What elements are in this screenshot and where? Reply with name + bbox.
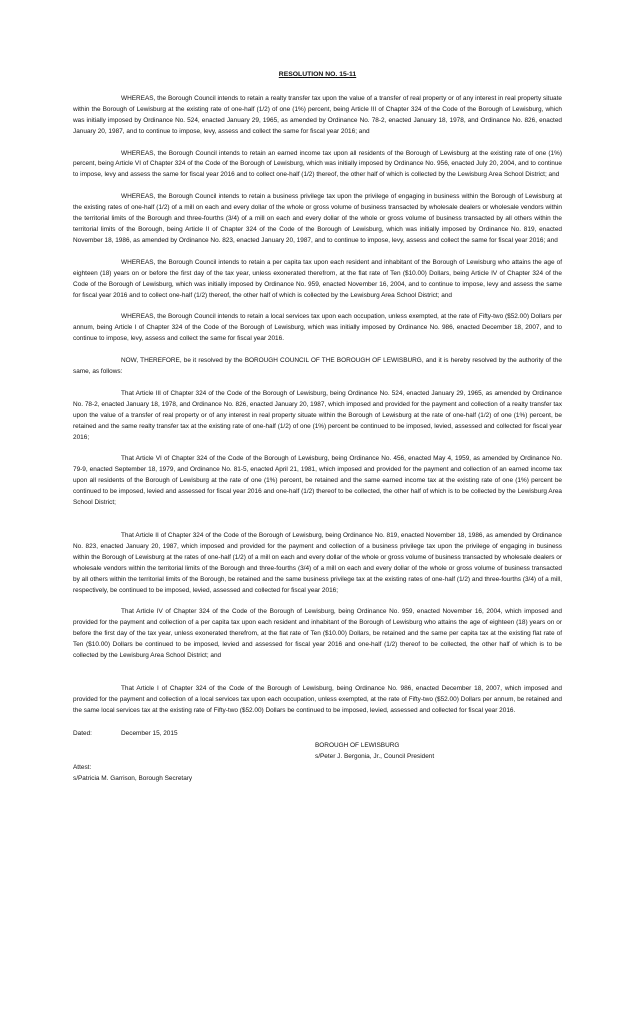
- whereas-earned-income-tax: WHEREAS, the Borough Council intends to retain an earned income tax upon all residents of the Borough of Lewisburg at the existing rate of one (1%) percent, being Article VI of Chapter 324 of the Code of the Borough of Lewisburg, which was initially imposed by Ordinance No. 956, enacted July 20, 2004, and to continue to impose, levy and assess the same for fiscal year 2016 and to collect one-half (1/2) thereof, the other half of which is collected by the Lewisburg Area School District; and: [73, 149, 562, 179]
- president-signature: s/Peter J. Bergonia, Jr., Council President: [315, 752, 435, 760]
- dated-line: [73, 729, 562, 740]
- resolved-earned-income-tax: That Article VI of Chapter 324 of the Code of the Borough of Lewisburg, being Ordinance No. 456, enacted May 4, 1959, as amended by Ordinance No. 79-9, enacted September 18, 1979, and Ordinance No. 81-5, enacted April 21, 1981, which imposed and provided for the payment and collection of an earned income tax upon all residents of the Borough of Lewisburg at the rate of one (1%) percent, be retained and the same earned income tax at the existing rate of one (1%) percent be continued to be imposed, levied and assessed for fiscal year 2016 and one-half (1/2) thereof to be collected, the other half of which is to be collected by the Lewisburg Area School District;: [73, 455, 562, 507]
- resolved-realty-transfer-tax: That Article III of Chapter 324 of the Code of the Borough of Lewisburg, being Ordinance No. 524, enacted January 29, 1965, as amended by Ordinance No. 78-2, enacted January 18, 1978, and Ordinance No. 826, enacted January 20, 1987, which imposed and provided for the payment and collection of a realty transfer tax upon the value of a transfer of real property or of any interest in real property situate within the Borough of Lewisburg at the rate of one-half (1/2) of one (1%) percent, be retained and the same realty transfer tax at the existing rate of one-half (1/2) of one (1%) percent be continued to be imposed, levied, assessed and collected for fiscal year 2016;: [73, 389, 562, 441]
- resolved-local-services-tax: That Article I of Chapter 324 of the Code of the Borough of Lewisburg, being Ordinance No. 986, enacted December 18, 2007, which imposed and provided for the payment and collection of a local services tax upon each occupation, unless exempted, at the rate of Fifty-two ($52.00) Dollars per annum, be retained and the same local services tax at the existing rate of Fifty-two ($52.00) Dollars be continued to be imposed, levied, assessed and collected for fiscal year 2016.: [73, 684, 562, 714]
- document-title: RESOLUTION NO. 15-11: [278, 71, 357, 78]
- now-therefore-clause: NOW, THEREFORE, be it resolved by the BOROUGH COUNCIL OF THE BOROUGH OF LEWISBURG, and it is hereby resolved by the authority of the same, as follows:: [73, 357, 562, 376]
- signature-block: [315, 741, 562, 763]
- resolved-business-privilege-tax: That Article II of Chapter 324 of the Code of the Borough of Lewisburg, being Ordinance No. 819, enacted November 18, 1986, as amended by Ordinance No. 823, enacted January 20, 1987, which imposed and provided for the payment and collection of a business privilege tax upon the privilege of engaging in business within the Borough of Lewisburg at the rates of one-half (1/2) of a mill on each and every dollar of the whole or gross volume of business transacted by wholesale dealers or wholesale vendors within the territorial limits of the Borough and three-fourths (3/4) of a mill on each and every dollar of the whole or gross volume of business transacted by all others within the territorial limits of the Borough, be retained and the same business privilege tax at the existing rates of one-half (1/2) and three-fourths (3/4) of a mill, respectively, be continued to be imposed, levied, assessed and collected for fiscal year 2016;: [73, 532, 562, 594]
- dated-label: Dated:: [73, 729, 92, 737]
- document-page: [73, 70, 562, 785]
- whereas-realty-transfer-tax: WHEREAS, the Borough Council intends to retain a realty transfer tax upon the value of a transfer of real property or of any interest in real property situate within the Borough of Lewisburg at the existing rate of one-half (1/2) of one (1%) percent, being Article III of Chapter 324 of the Code of the Borough of Lewisburg, which was initially imposed by Ordinance No. 524, enacted January 29, 1965, as amended by Ordinance No. 78-2, enacted January 18, 1978, and Ordinance No. 826, enacted January 20, 1987, and to continue to impose, levy, assess and collect the same for fiscal year 2016; and: [73, 94, 562, 135]
- secretary-signature: s/Patricia M. Garrison, Borough Secretary: [73, 775, 193, 783]
- attest-label: Attest:: [73, 764, 92, 772]
- borough-name: BOROUGH OF LEWISBURG: [315, 741, 400, 749]
- whereas-per-capita-tax: WHEREAS, the Borough Council intends to retain a per capita tax upon each resident and inhabitant of the Borough of Lewisburg who attains the age of eighteen (18) years on or before the first day of the tax year, unless exonerated therefrom, at the flat rate of Ten ($10.00) Dollars, being Article IV of Chapter 324 of the Code of the Borough of Lewisburg, which was initially imposed by Ordinance No. 959, enacted November 16, 2004, and to continue to impose, levy and assess the same for fiscal year 2016 and to collect one-half (1/2) thereof, the other half of which is collected by the Lewisburg Area School District; and: [73, 258, 562, 299]
- attest-block: [73, 763, 562, 785]
- whereas-local-services-tax: WHEREAS, the Borough Council intends to retain a local services tax upon each occupation, unless exempted, at the rate of Fifty-two ($52.00) Dollars per annum, being Article I of Chapter 324 of the Code of the Borough of Lewisburg, which was initially imposed by Ordinance No. 986, enacted December 18, 2007, and to continue to impose, levy, assess and collect the same for fiscal year 2016.: [73, 313, 562, 343]
- whereas-business-privilege-tax: WHEREAS, the Borough Council intends to retain a business privilege tax upon the privilege of engaging in business within the Borough of Lewisburg at the existing rates of one-half (1/2) of a mill on each and every dollar of the whole or gross volume of business transacted by wholesale dealers or wholesale vendors within the territorial limits of the Borough and three-fourths (3/4) of a mill on each and every dollar of the whole or gross volume of business transacted by all others within the territorial limits of the Borough, being Article II of Chapter 324 of the Code of the Borough of Lewisburg, which was initially imposed by Ordinance No. 819, enacted November 18, 1986, as amended by Ordinance No. 823, enacted January 20, 1987, and to continue to impose, levy, assess and collect the same for fiscal year 2016; and: [73, 193, 562, 244]
- dated-value: December 15, 2015: [121, 729, 178, 737]
- resolved-per-capita-tax: That Article IV of Chapter 324 of the Code of the Borough of Lewisburg, being Ordinance No. 959, enacted November 16, 2004, which imposed and provided for the payment and collection of a per capita tax upon each resident and inhabitant of the Borough of Lewisburg who attains the age of eighteen (18) years on or before the first day of the tax year, unless exonerated therefrom, at the flat rate of Ten ($10.00) Dollars, be retained and the same per capita tax at the existing flat rate of Ten ($10.00) Dollars be continued to be imposed, levied and assessed for fiscal year 2016 and one-half (1/2) thereof to be collected, the other half of which is to be collected by the Lewisburg Area School District; and: [73, 608, 562, 660]
